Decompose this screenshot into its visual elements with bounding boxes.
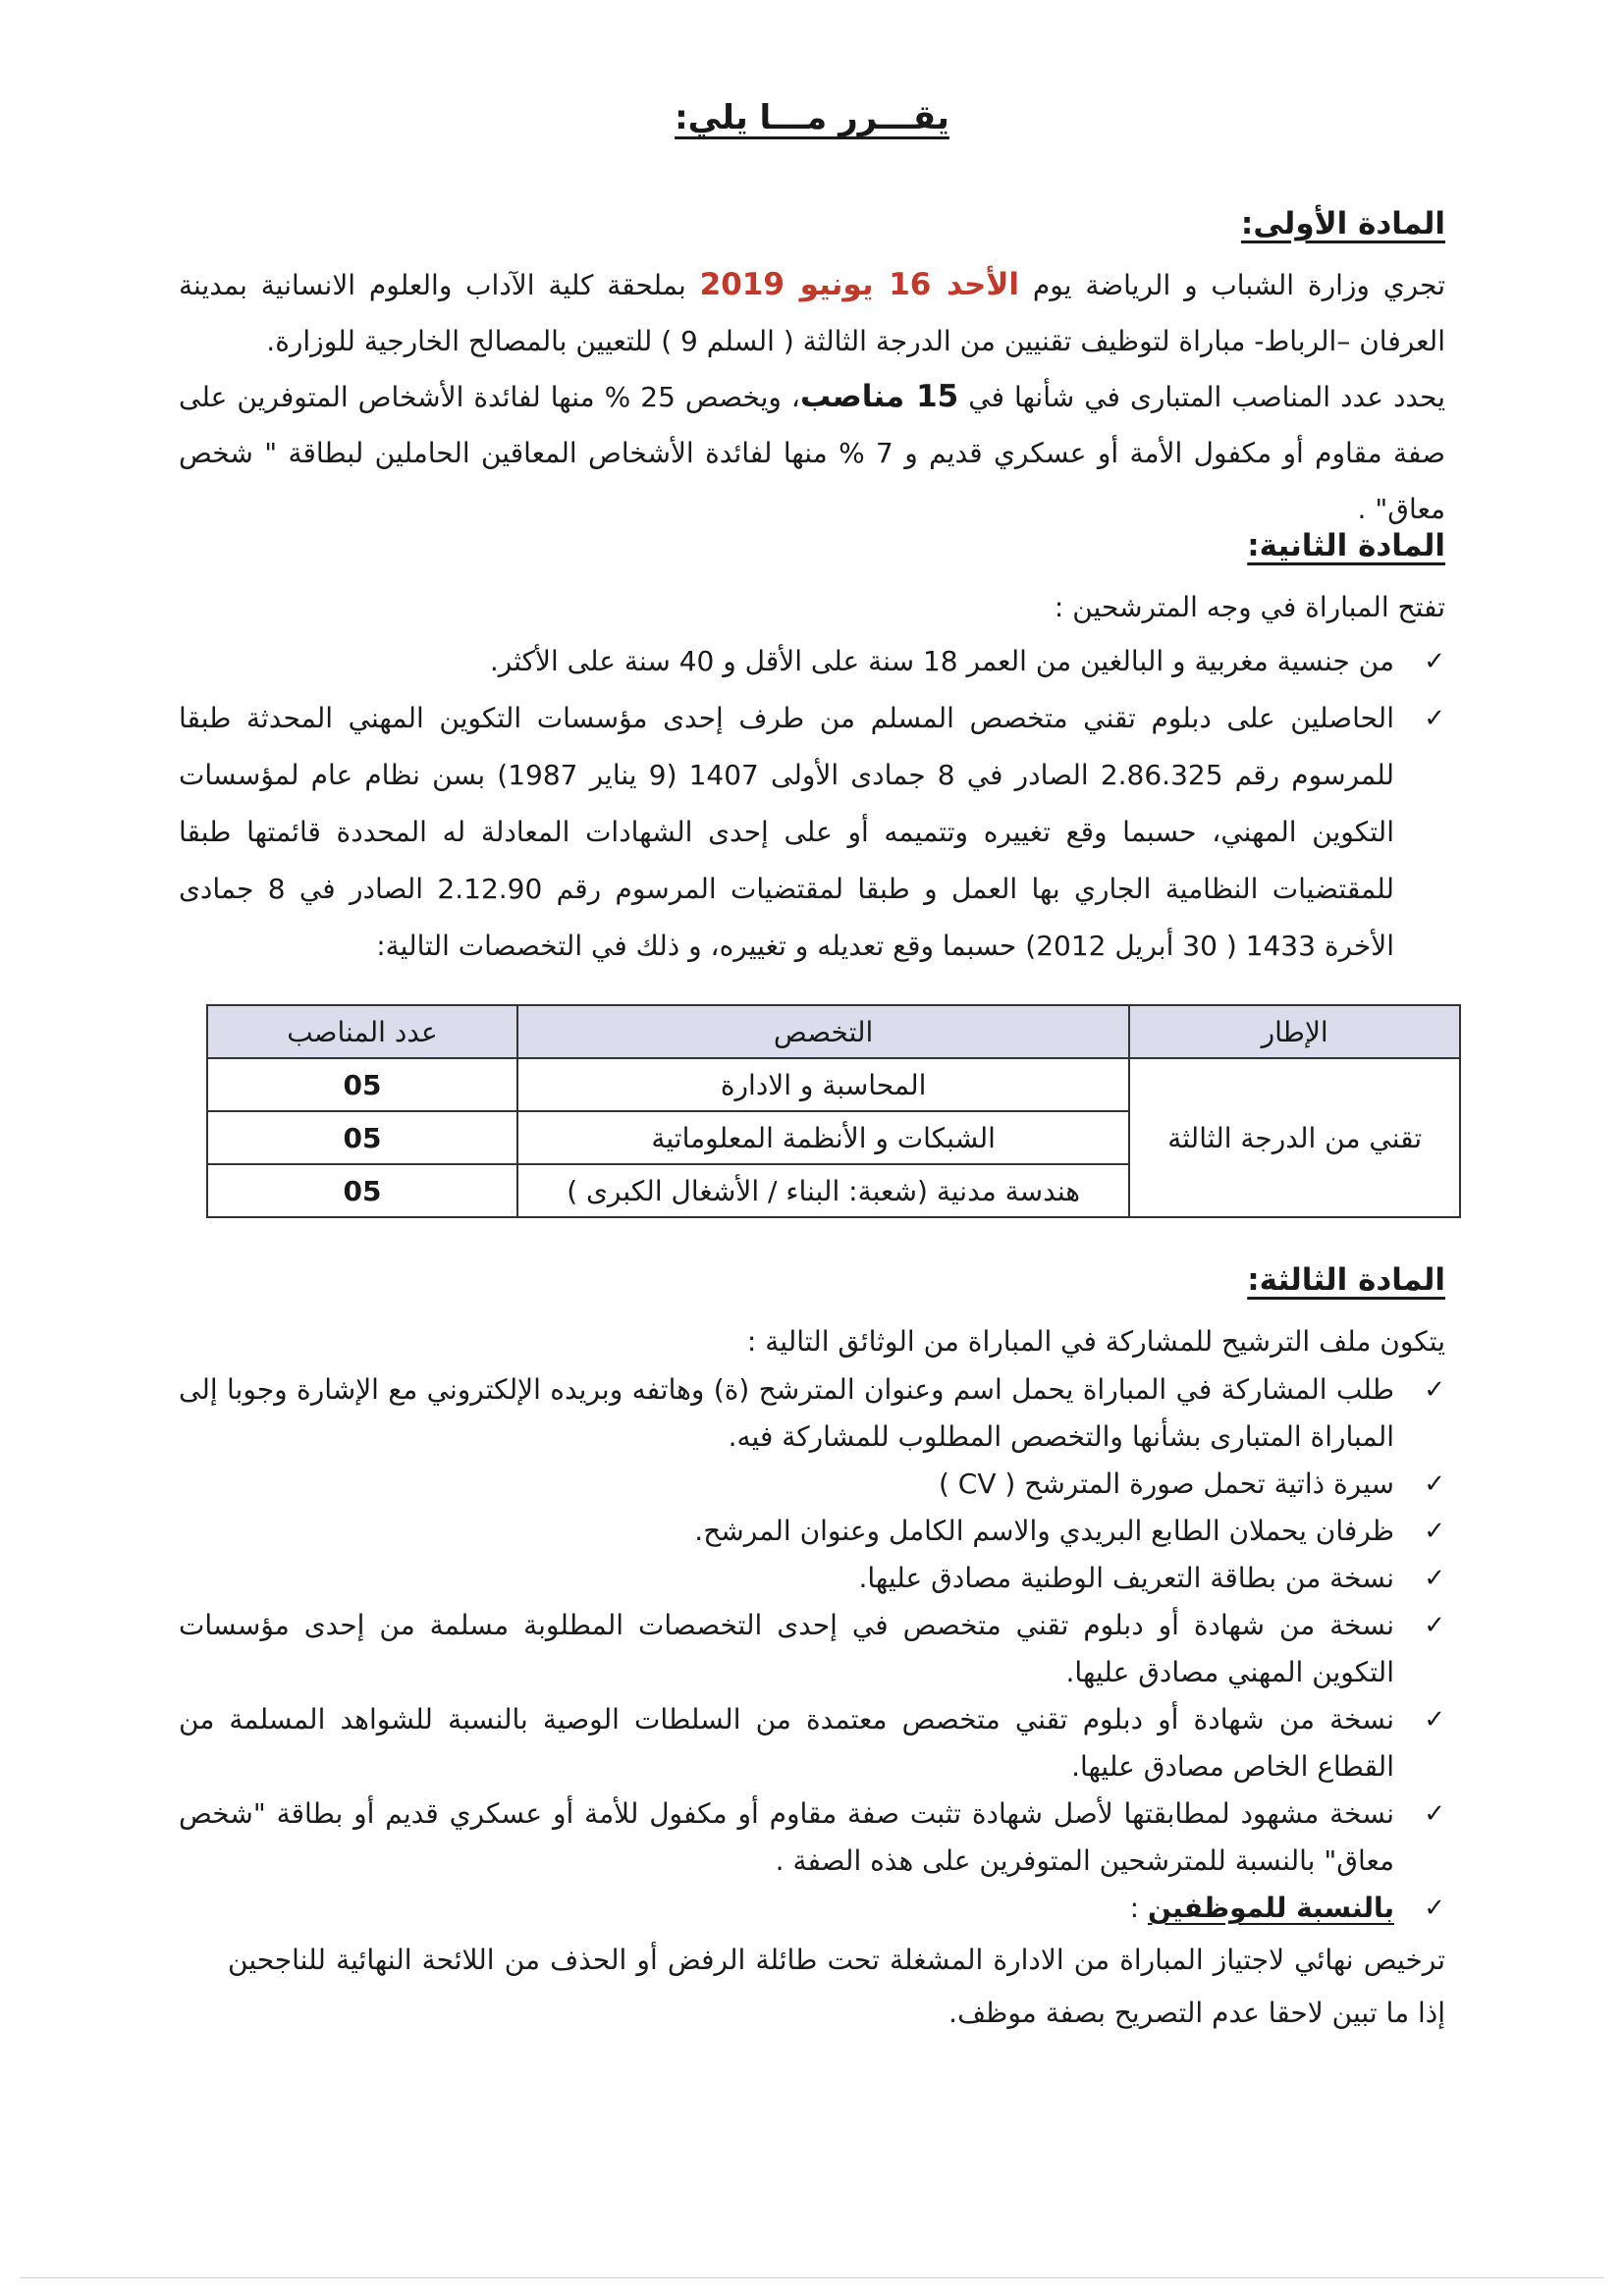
check-icon: ✓ (1424, 1799, 1445, 1829)
article1-paragraph1: تجري وزارة الشباب و الرياضة يوم الأحد 16 يونيو 2019 بملحقة كلية الآداب والعلوم الانسانية بمدينة العرفان –الرباط- مباراة لتوظيف تقنيين من الدرجة الثالثة ( السلم 9 ) للتعيين بالمصالح الخارجية للوزارة. (179, 267, 1446, 357)
list-item: ✓ نسخة من بطاقة التعريف الوطنية مصادق عليها. (179, 1555, 1445, 1602)
specialty-cell: الشبكات و الأنظمة المعلوماتية (517, 1111, 1129, 1164)
specialty-cell: هندسة مدنية (شعبة: البناء / الأشغال الكبرى ) (517, 1164, 1129, 1217)
table-row (207, 1058, 1460, 1111)
posts-count: 15 مناصب (799, 379, 959, 414)
header-count: عدد المناصب (207, 1005, 517, 1058)
check-icon: ✓ (1424, 1894, 1445, 1923)
list-item-employees: ✓ بالنسبة للموظفين : (179, 1885, 1445, 1932)
decision-title: يقـــرر مـــا يلي: (675, 98, 949, 137)
employees-requirement: ترخيص نهائي لاجتياز المباراة من الادارة المشغلة تحت طائلة الرفض أو الحذف من اللائحة النهائية للناجحين إذا ما تبين لاحقا عدم التصريح بصفة موظف. (228, 1944, 1445, 2029)
article2-conditions-list (179, 633, 1445, 975)
article3-intro: يتكون ملف الترشيح للمشاركة في المباراة من الوثائق التالية : (746, 1325, 1445, 1358)
check-icon: ✓ (1424, 1564, 1445, 1593)
specialty-cell: المحاسبة و الادارة (517, 1058, 1129, 1111)
count-cell: 05 (207, 1164, 517, 1217)
check-icon: ✓ (1424, 704, 1445, 733)
article2-heading: المادة الثانية: (1247, 528, 1445, 563)
check-icon: ✓ (1424, 647, 1445, 676)
list-item: ✓ من جنسية مغربية و البالغين من العمر 18 سنة على الأقل و 40 سنة على الأكثر. (179, 633, 1445, 690)
list-item: ✓ طلب المشاركة في المباراة يحمل اسم وعنوان المترشح (ة) وهاتفه وبريده الإلكتروني مع الإشارة وجوبا إلى المباراة المتبارى بشأنها والتخصص المطلوب للمشاركة فيه. (179, 1366, 1445, 1461)
list-item: ✓ سيرة ذاتية تحمل صورة المترشح ( CV ) (179, 1461, 1445, 1508)
header-specialty: التخصص (517, 1005, 1129, 1058)
employees-label: بالنسبة للموظفين (1147, 1892, 1394, 1924)
article3-heading: المادة الثالثة: (1247, 1262, 1445, 1298)
header-cadre: الإطار (1129, 1005, 1460, 1058)
article2-intro: تفتح المباراة في وجه المترشحين : (1054, 591, 1445, 623)
list-item: ✓ نسخة مشهود لمطابقتها لأصل شهادة تثبت صفة مقاوم أو مكفول للأمة أو عسكري قديم أو بطاقة "شخص معاق" بالنسبة للمترشحين المتوفرين على هذه الصفة . (179, 1790, 1445, 1885)
check-icon: ✓ (1424, 1611, 1445, 1640)
list-item: ✓ نسخة من شهادة أو دبلوم تقني متخصص معتمدة من السلطات الوصية بالنسبة للشواهد المسلمة من القطاع الخاص مصادق عليها. (179, 1696, 1445, 1790)
check-icon: ✓ (1424, 1469, 1445, 1499)
article1-body (179, 257, 1445, 537)
check-icon: ✓ (1424, 1517, 1445, 1546)
exam-date: الأحد 16 يونيو 2019 (699, 267, 1020, 302)
list-item: ✓ ظرفان يحملان الطابع البريدي والاسم الكامل وعنوان المرشح. (179, 1508, 1445, 1555)
page-edge-line (20, 2277, 1604, 2278)
list-item: ✓ نسخة من شهادة أو دبلوم تقني متخصص في إحدى التخصصات المطلوبة مسلمة من إحدى مؤسسات التكوين المهني مصادق عليها. (179, 1602, 1445, 1696)
count-cell: 05 (207, 1058, 517, 1111)
count-cell: 05 (207, 1111, 517, 1164)
specialties-table (206, 1004, 1461, 1218)
list-item: ✓ الحاصلين على دبلوم تقني متخصص المسلم من طرف إحدى مؤسسات التكوين المهني المحدثة طبقا للمرسوم رقم 2.86.325 الصادر في 8 جمادى الأولى 1407 (9 يناير 1987) بسن نظام عام لمؤسسات التكوين المهني، حسبما وقع تغييره وتتميمه أو على إحدى الشهادات المعادلة له المحددة قائمتها طبقا للمقتضيات النظامية الجاري بها العمل و طبقا لمقتضيات المرسوم رقم 2.12.90 الصادر في 8 جمادى الأخرة 1433 ( 30 أبريل 2012) حسبما وقع تعديله و تغييره، و ذلك في التخصصات التالية: (179, 690, 1445, 975)
check-icon: ✓ (1424, 1705, 1445, 1735)
table-header-row (207, 1005, 1460, 1058)
cadre-cell: تقني من الدرجة الثالثة (1129, 1058, 1460, 1217)
article1-paragraph2: يحدد عدد المناصب المتبارى في شأنها في 15 مناصب، ويخصص 25 % منها لفائدة الأشخاص المتوفرين على صفة مقاوم أو مكفول الأمة أو عسكري قديم و 7 % منها لفائدة الأشخاص المعاقين الحاملين لبطاقة " شخص معاق" . (179, 379, 1445, 525)
check-icon: ✓ (1424, 1375, 1445, 1405)
article3-documents-list (179, 1366, 1445, 1932)
article1-heading: المادة الأولى: (1240, 206, 1445, 241)
